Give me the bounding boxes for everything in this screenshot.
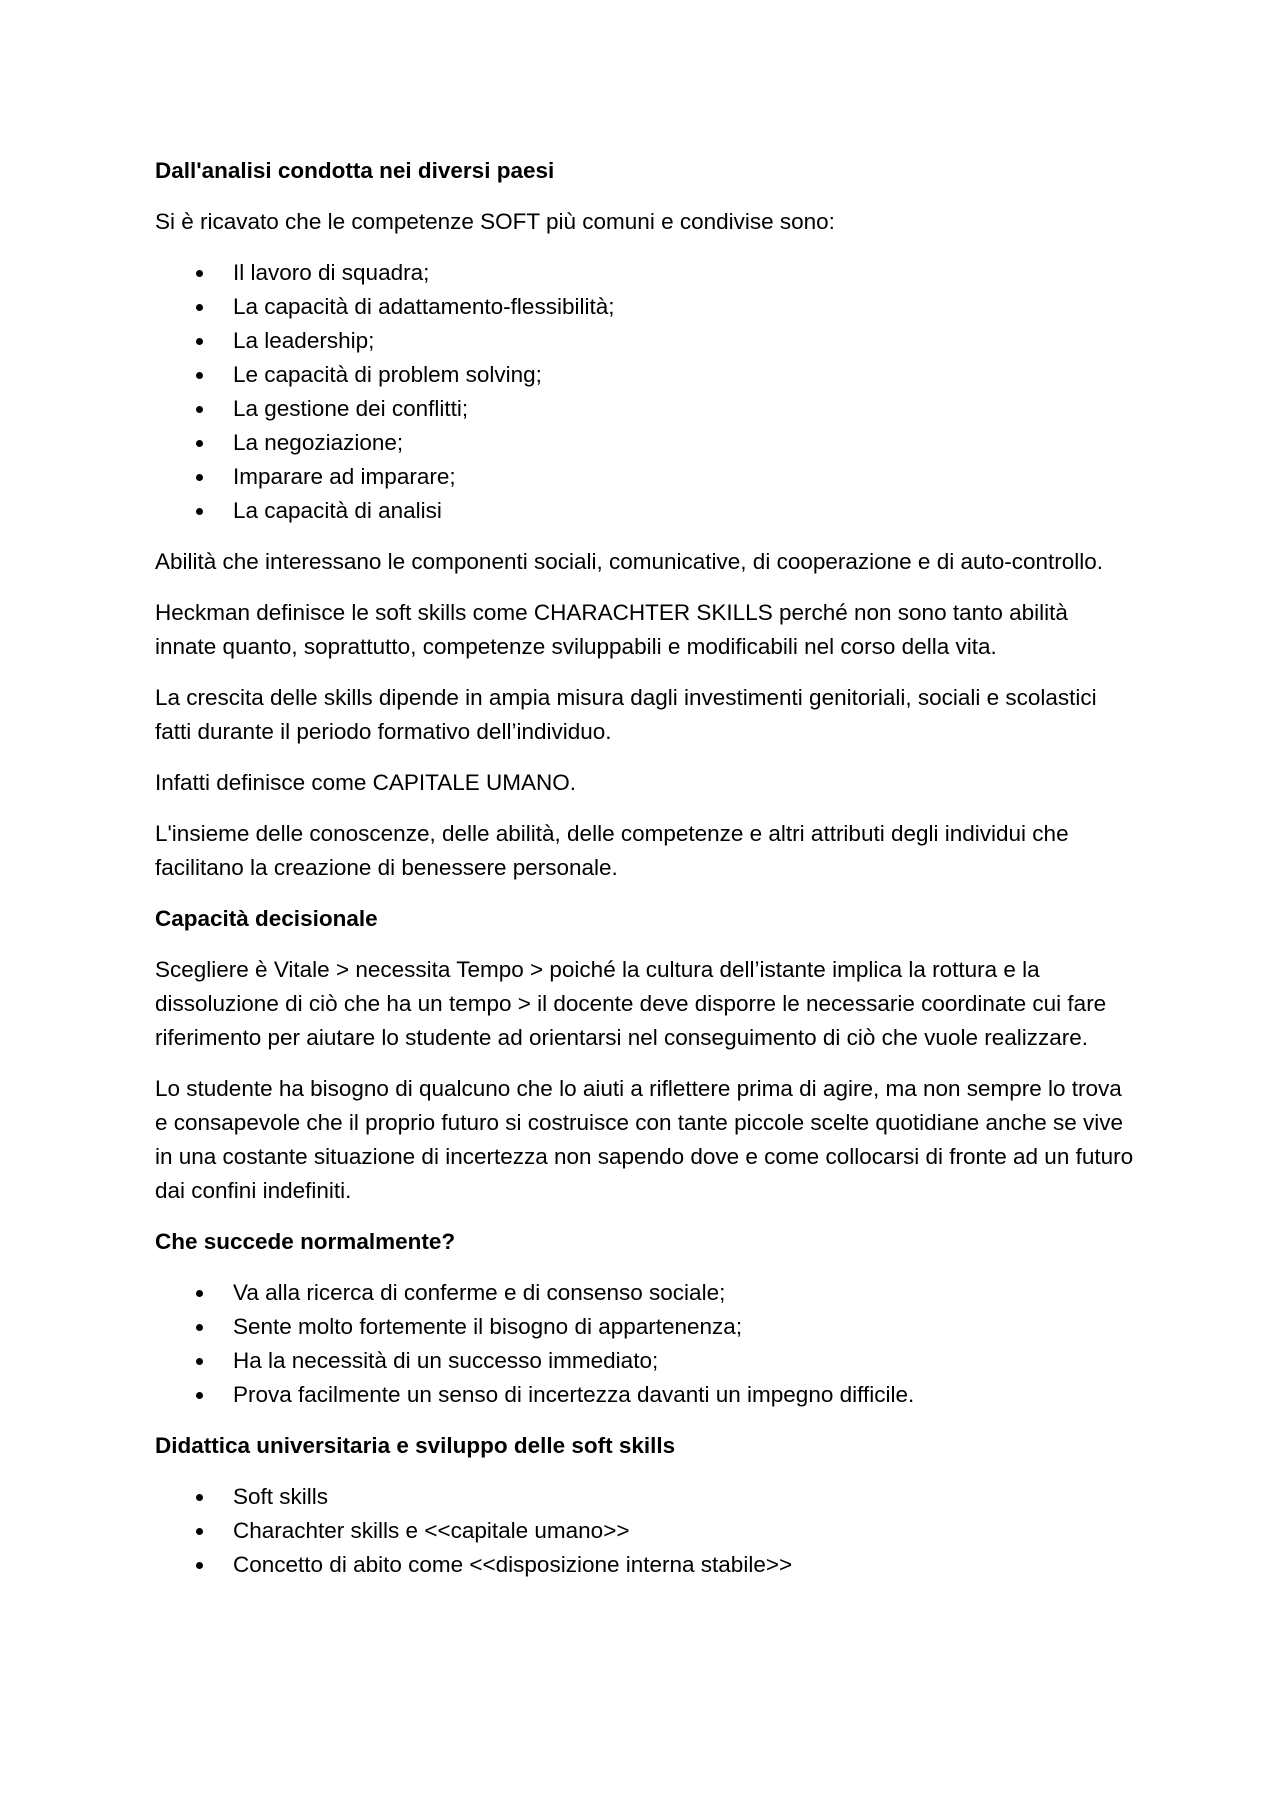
- list-item: La capacità di adattamento-flessibilità;: [155, 290, 1135, 324]
- didattica-list: [155, 1480, 1135, 1582]
- list-item: Le capacità di problem solving;: [155, 358, 1135, 392]
- bullet-icon: [196, 474, 203, 481]
- paragraph-heckman: Heckman definisce le soft skills come CHARACHTER SKILLS perché non sono tanto abilità innate quanto, soprattutto, competenze sviluppabili e modificabili nel corso della vita.: [155, 600, 1068, 659]
- soft-skills-list: [155, 256, 1135, 528]
- bullet-icon: [196, 338, 203, 345]
- heading-didattica: Didattica universitaria e sviluppo delle soft skills: [155, 1433, 676, 1458]
- paragraph-studente: Lo studente ha bisogno di qualcuno che lo aiuti a riflettere prima di agire, ma non sempre lo trova e consapevole che il proprio futuro si costruisce con tante piccole scelte quotidiane anche se vive in una costante situazione di incertezza non sapendo dove e come collocarsi di fronte ad un futuro dai confini indefiniti.: [155, 1076, 1134, 1203]
- list-item: Va alla ricerca di conferme e di consenso sociale;: [155, 1276, 1135, 1310]
- bullet-icon: [196, 1358, 203, 1365]
- heading-analisi: Dall'analisi condotta nei diversi paesi: [155, 158, 555, 183]
- bullet-icon: [196, 1324, 203, 1331]
- bullet-icon: [196, 440, 203, 447]
- bullet-icon: [196, 1494, 203, 1501]
- bullet-icon: [196, 372, 203, 379]
- list-item: La negoziazione;: [155, 426, 1135, 460]
- list-item: Imparare ad imparare;: [155, 460, 1135, 494]
- list-item: Ha la necessità di un successo immediato;: [155, 1344, 1135, 1378]
- list-item: Charachter skills e <<capitale umano>>: [155, 1514, 1135, 1548]
- bullet-icon: [196, 270, 203, 277]
- list-item: Soft skills: [155, 1480, 1135, 1514]
- paragraph-infatti: Infatti definisce come CAPITALE UMANO.: [155, 770, 576, 795]
- paragraph-crescita: La crescita delle skills dipende in ampia misura dagli investimenti genitoriali, sociali e scolastici fatti durante il periodo formativo dell’individuo.: [155, 685, 1097, 744]
- list-item: Prova facilmente un senso di incertezza davanti un impegno difficile.: [155, 1378, 1135, 1412]
- bullet-icon: [196, 1562, 203, 1569]
- bullet-icon: [196, 1392, 203, 1399]
- heading-capacita-decisionale: Capacità decisionale: [155, 906, 378, 931]
- paragraph-scegliere: Scegliere è Vitale > necessita Tempo > poiché la cultura dell’istante implica la rottura e la dissoluzione di ciò che ha un tempo > il docente deve disporre le necessarie coordinate cui fare riferimento per aiutare lo studente ad orientarsi nel conseguimento di ciò che vuole realizzare.: [155, 957, 1107, 1050]
- list-item: Il lavoro di squadra;: [155, 256, 1135, 290]
- bullet-icon: [196, 406, 203, 413]
- list-item: La gestione dei conflitti;: [155, 392, 1135, 426]
- bullet-icon: [196, 304, 203, 311]
- intro-paragraph: Si è ricavato che le competenze SOFT più comuni e condivise sono:: [155, 209, 835, 234]
- paragraph-insieme: L'insieme delle conoscenze, delle abilità, delle competenze e altri attributi degli individui che facilitano la creazione di benessere personale.: [155, 821, 1069, 880]
- paragraph-abilita: Abilità che interessano le componenti sociali, comunicative, di cooperazione e di auto-controllo.: [155, 549, 1104, 574]
- bullet-icon: [196, 508, 203, 515]
- list-item: Sente molto fortemente il bisogno di appartenenza;: [155, 1310, 1135, 1344]
- bullet-icon: [196, 1290, 203, 1297]
- bullet-icon: [196, 1528, 203, 1535]
- heading-che-succede: Che succede normalmente?: [155, 1229, 456, 1254]
- list-item: Concetto di abito come <<disposizione interna stabile>>: [155, 1548, 1135, 1582]
- document-page: [155, 154, 1135, 1599]
- normal-behaviour-list: [155, 1276, 1135, 1412]
- list-item: La capacità di analisi: [155, 494, 1135, 528]
- list-item: La leadership;: [155, 324, 1135, 358]
